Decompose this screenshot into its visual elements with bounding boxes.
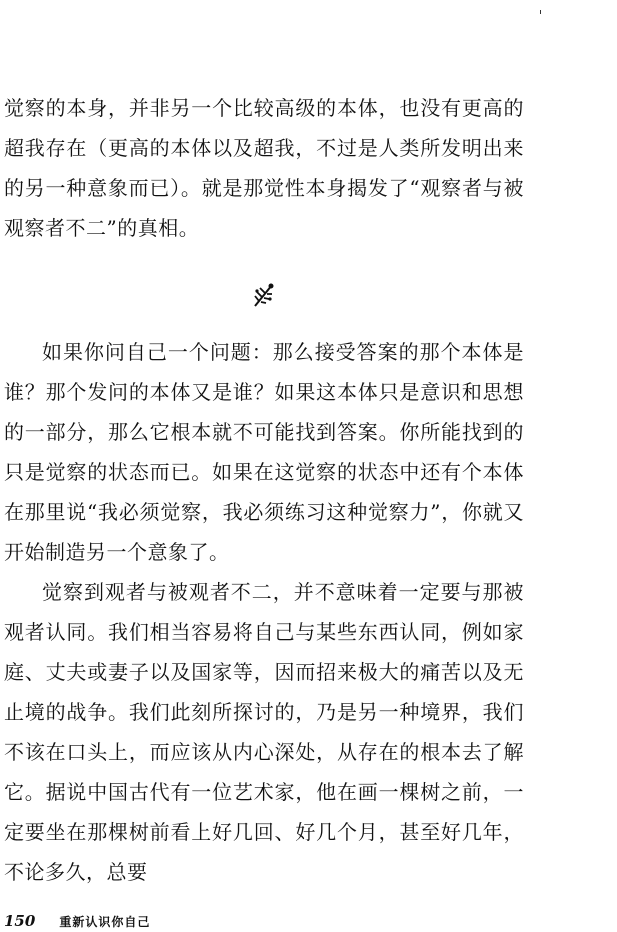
corner-mark bbox=[540, 10, 541, 14]
flower-sprig-icon bbox=[252, 282, 276, 308]
paragraph-2: 如果你问自己一个问题：那么接受答案的那个本体是谁？那个发问的本体又是谁？如果这本体只是意识和思想的一部分，那么它根本就不可能找到答案。你所能找到的只是觉察的状态而已。如果在这觉察的状态中还有个本体在那里说“我必须觉察，我必须练习这种觉察力”，你就又开始制造另一个意象了。 bbox=[4, 340, 524, 564]
page-footer bbox=[4, 912, 150, 932]
page-number: 150 bbox=[4, 912, 36, 930]
paragraph-3: 觉察到观者与被观者不二，并不意味着一定要与那被观者认同。我们相当容易将自己与某些东西认同，例如家庭、丈夫或妻子以及国家等，因而招来极大的痛苦以及无止境的战争。我们此刻所探讨的，乃是另一种境界，我们不该在口头上，而应该从内心深处，从存在的根本去了解它。据说中国古代有一位艺术家，他在画一棵树之前，一定要坐在那棵树前看上好几回、好几个月，甚至好几年，不论多久，总要 bbox=[4, 580, 524, 884]
running-title: 重新认识你自己 bbox=[59, 915, 151, 929]
paragraph-1: 觉察的本身，并非另一个比较高级的本体，也没有更高的超我存在（更高的本体以及超我，不过是人类所发明出来的另一种意象而已）。就是那觉性本身揭发了“观察者与被观察者不二”的真相。 bbox=[4, 96, 524, 240]
